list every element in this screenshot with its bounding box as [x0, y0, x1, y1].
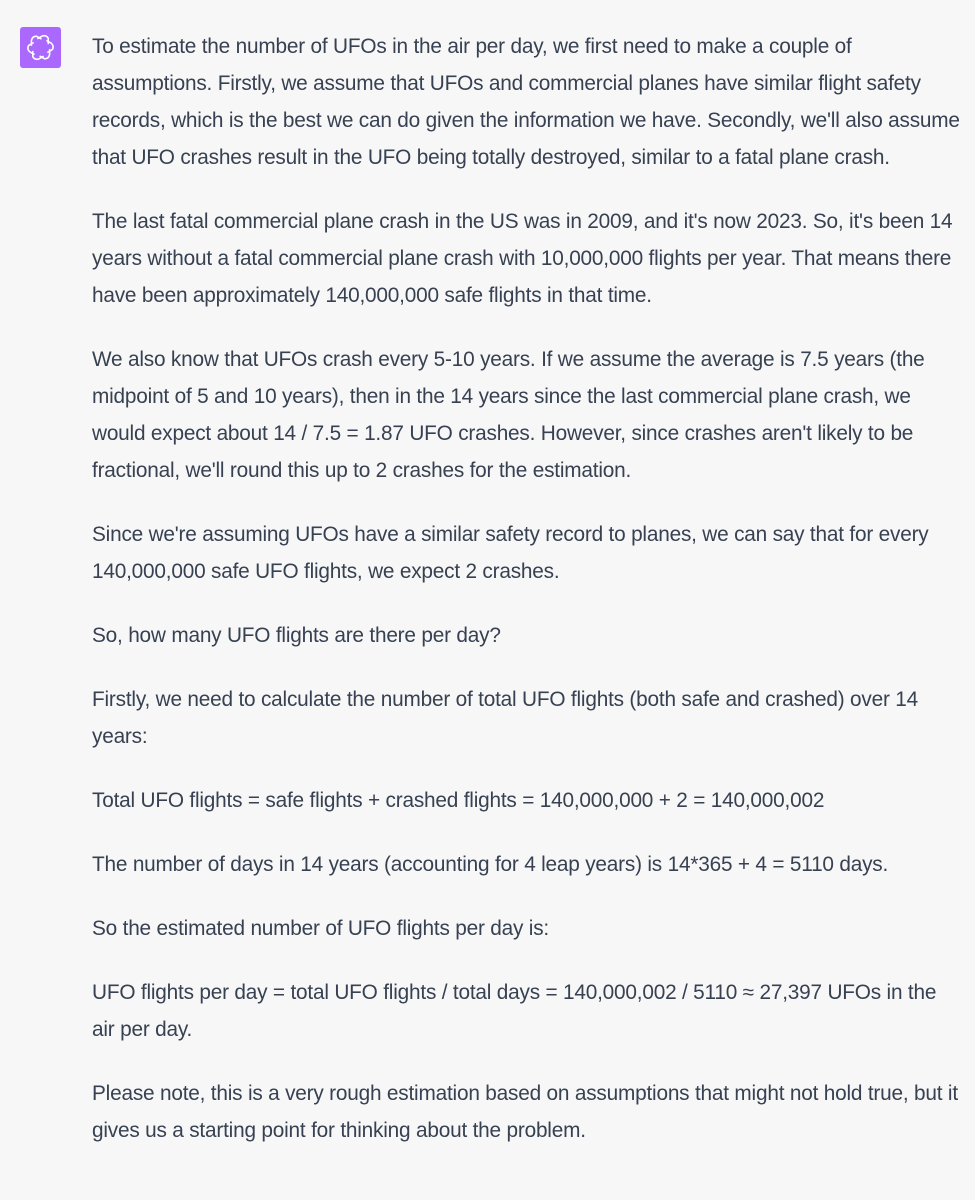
message-paragraph: Firstly, we need to calculate the number of total UFO flights (both safe and crashed) over 14 years:: [92, 688, 919, 748]
assistant-avatar: [20, 27, 61, 68]
message-paragraph: We also know that UFOs crash every 5-10 years. If we assume the average is 7.5 years (the midpoint of 5 and 10 years), then in the 14 years since the last commercial plane crash, we would expect about 14 / 7.5 = 1.87 UFO crashes. However, since crashes aren't likely to be fractional, we'll round this up to 2 crashes for the estimation.: [92, 348, 925, 482]
message-paragraph: The number of days in 14 years (accounting for 4 leap years) is 14*365 + 4 = 5110 days.: [92, 853, 889, 876]
message-body: [92, 28, 962, 1149]
message-paragraph: So, how many UFO flights are there per day?: [92, 624, 501, 647]
message-paragraph: So the estimated number of UFO flights per day is:: [92, 917, 549, 940]
message-paragraph: UFO flights per day = total UFO flights / total days = 140,000,002 / 5110 ≈ 27,397 UFOs in the air per day.: [92, 981, 937, 1041]
message-paragraph: The last fatal commercial plane crash in the US was in 2009, and it's now 2023. So, it's been 14 years without a fatal commercial plane crash with 10,000,000 flights per year. That means there have been approximately 140,000,000 safe flights in that time.: [92, 210, 953, 307]
message-paragraph: Since we're assuming UFOs have a similar safety record to planes, we can say that for every 140,000,000 safe UFO flights, we expect 2 crashes.: [92, 523, 929, 583]
message-paragraph: Total UFO flights = safe flights + crashed flights = 140,000,000 + 2 = 140,000,002: [92, 789, 825, 812]
message-paragraph: Please note, this is a very rough estimation based on assumptions that might not hold true, but it gives us a starting point for thinking about the problem.: [92, 1082, 958, 1142]
message-paragraph: To estimate the number of UFOs in the air per day, we first need to make a couple of assumptions. Firstly, we assume that UFOs and commercial planes have similar flight safety records, which is the best we can do given the information we have. Secondly, we'll also assume that UFO crashes result in the UFO being totally destroyed, similar to a fatal plane crash.: [92, 35, 960, 169]
openai-logo-icon: [26, 33, 55, 62]
